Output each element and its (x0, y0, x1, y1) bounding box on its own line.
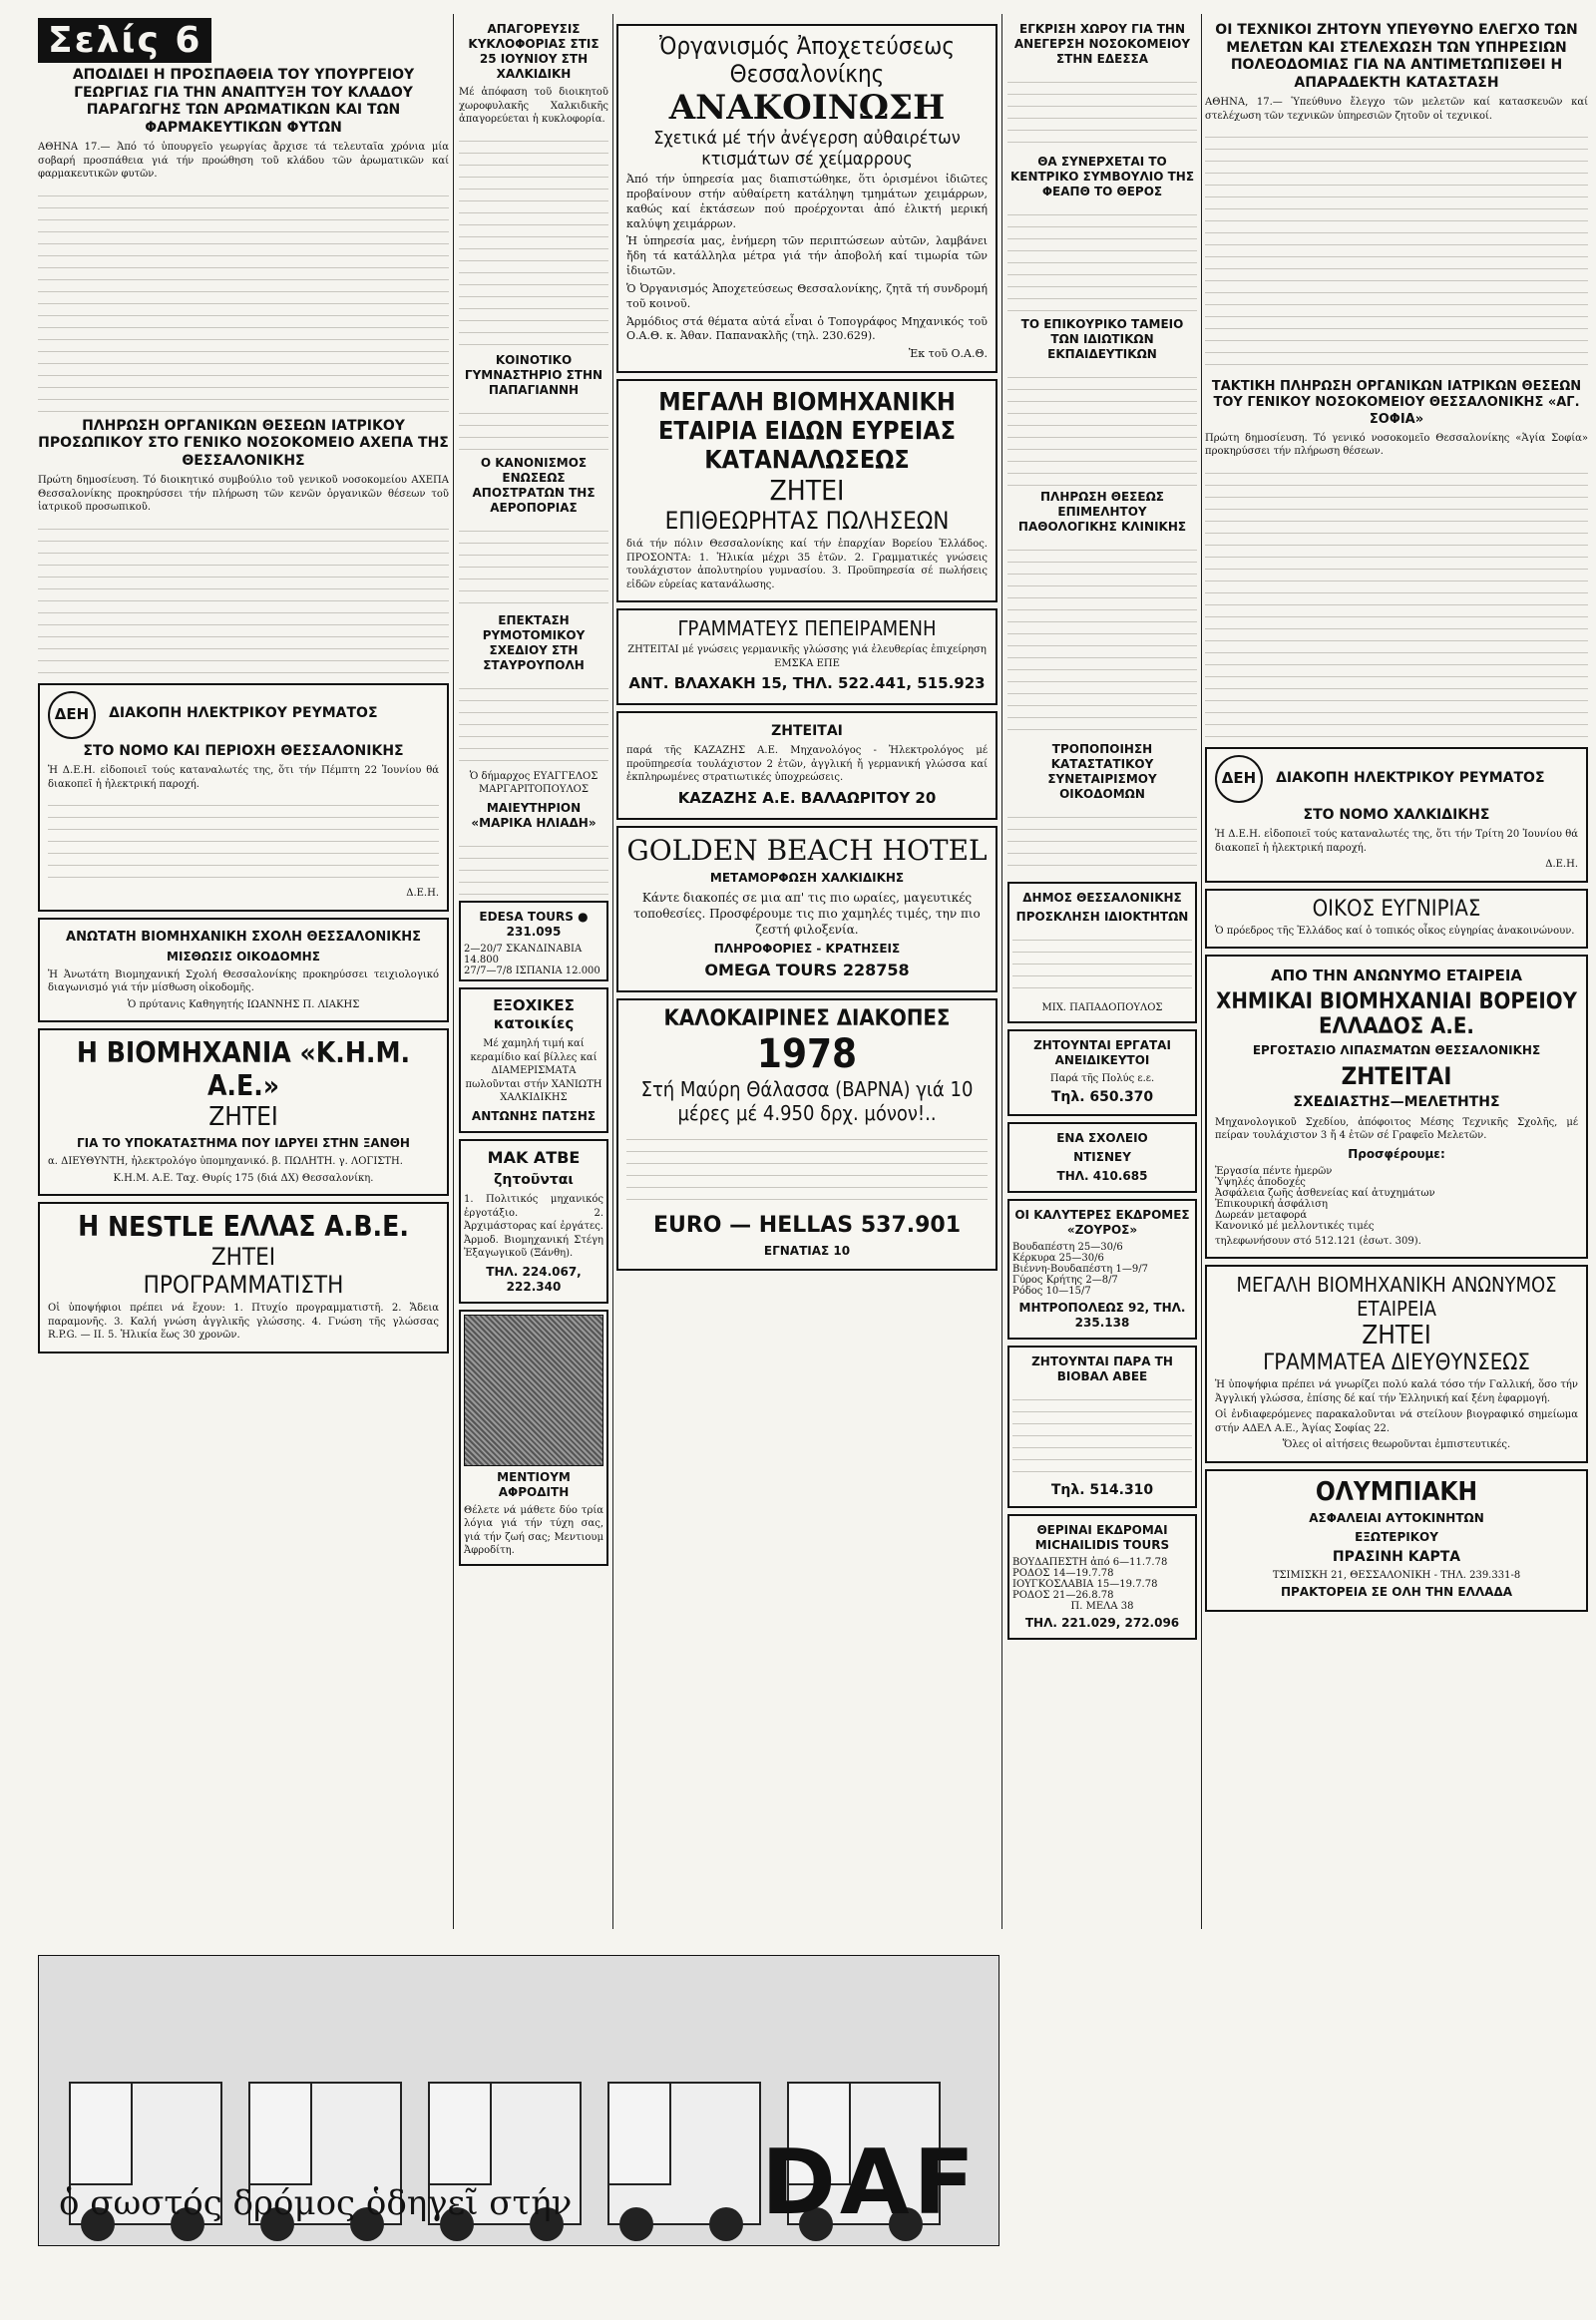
headline-air-force: Ο ΚΑΝΟΝΙΣΜΟΣ ΕΝΩΣΕΩΣ ΑΠΟΣΤΡΑΤΩΝ ΤΗΣ ΑΕΡΟΠΟΡΙΑΣ (472, 455, 596, 515)
nestle-position: ΠΡΟΓΡΑΜΜΑΤΙΣΤΗ (143, 1271, 344, 1300)
ad-deh-chalkidiki (1205, 747, 1588, 883)
oikos-text: Ὁ πρόεδρος τῆς Ἑλλάδος καί ὁ τοπικός οἶκος εὐγηρίας ἀνακοινώνουν. (1215, 925, 1575, 937)
golden-beach-title: GOLDEN BEACH HOTEL (626, 833, 988, 867)
secretary-title: ΓΡΑΜΜΑΤΕΥΣ ΠΕΠΕΙΡΑΜΕΝΗ (677, 616, 937, 641)
headline-teachers-fund: ΤΟ ΕΠΙΚΟΥΡΙΚΟ ΤΑΜΕΙΟ ΤΩΝ ΙΔΙΩΤΙΚΩΝ ΕΚΠΑΙΔΕΥΤΙΚΩΝ (1020, 317, 1184, 361)
article-agia-sofia: Πρώτη δημοσίευση. Τό γενικό νοσοκομεῖο Θεσσαλονίκης «Ἁγία Σοφία» προκηρύσσει τήν πλήρωση θέσεων. (1205, 432, 1588, 458)
chem-zitei: ΖΗΤΕΙΤΑΙ (1341, 1062, 1452, 1090)
zouros-row: Κέρκυρα 25—30/6 (1012, 1252, 1104, 1264)
ad-chemical-industries (1205, 955, 1588, 1259)
mentioum-name: ΜΕΝΤΙΟΥΜ ΑΦΡΟΔΙΤΗ (497, 1469, 571, 1499)
chem-offer-item: Ἐργασία πέντε ἡμερῶν (1215, 1165, 1333, 1177)
golden-beach-info: ΠΛΗΡΟΦΟΡΙΕΣ - ΚΡΑΤΗΣΕΙΣ (713, 942, 901, 957)
column-2 (459, 18, 608, 1572)
nestle-zitei: ΖΗΤΕΙ (210, 1243, 276, 1272)
michailidis-tel: ΤΗΛ. 221.029, 272.096 (1024, 1616, 1180, 1630)
headline-aromatic-plants: ΑΠΟΔΙΔΕΙ Η ΠΡΟΣΠΑΘΕΙΑ ΤΟΥ ΥΠΟΥΡΓΕΙΟΥ ΓΕΩΡΓΙΑΣ ΓΙΑ ΤΗΝ ΑΝΑΠΤΥΞΗ ΤΟΥ ΚΛΑΔΟΥ ΠΑΡΑΓΩΓΗΣ ΤΩΝ ΑΡΩΜΑΤΙΚΩΝ ΚΑΙ ΤΩΝ ΦΑΡΜΑΚΕΥΤΙΚΩΝ ΦΥΤΩΝ (72, 67, 415, 136)
sales-text: διά τήν πόλιν Θεσσαλονίκης καί τήν ἐπαρχίαν Βορείου Ἑλλάδος. ΠΡΟΣΟΝΤΑ: 1. Ἡλικία μέχρι 35 ἐτῶν. 2. Γραμματικές γνώσεις τουλάχιστον ἀπολυτηρίου γυμνασίου. 3. Προϋπηρεσία σέ πωλήσεις εἰδῶν εὐρείας κατανάλωσης. (626, 539, 988, 590)
big-company-note: Ὅλες οἱ αἰτήσεις θεωροῦνται ἐμπιστευτικές. (1282, 1439, 1511, 1450)
michailidis-row: ΒΟΥΔΑΠΕΣΤΗ ἀπό 6—11.7.78 (1012, 1557, 1168, 1568)
khm-subtitle: ΓΙΑ ΤΟ ΥΠΟΚΑΤΑΣΤΗΜΑ ΠΟΥ ΙΔΡΥΕΙ ΣΤΗΝ ΞΑΝΘΗ (77, 1136, 410, 1151)
ad-zouros (1007, 1199, 1197, 1340)
oath-sign: Ἐκ τοῦ Ο.Α.Θ. (908, 347, 988, 361)
zouros-title: ΟΙ ΚΑΛΥΤΕΡΕΣ ΕΚΔΡΟΜΕΣ «ΖΟΥΡΟΣ» (1014, 1207, 1190, 1237)
mentioum-portrait (464, 1315, 603, 1466)
golden-beach-subtitle: ΜΕΤΑΜΟΡΦΩΣΗ ΧΑΛΚΙΔΙΚΗΣ (709, 870, 905, 885)
ad-kazazis (616, 711, 998, 820)
olympiaki-card: ΠΡΑΣΙΝΗ ΚΑΡΤΑ (1332, 1548, 1461, 1565)
article-filler (1007, 366, 1197, 486)
chem-subtitle: ΕΡΓΟΣΤΑΣΙΟ ΛΙΠΑΣΜΑΤΩΝ ΘΕΣΣΑΛΟΝΙΚΗΣ (1252, 1043, 1541, 1057)
ad-secretary-german (616, 608, 998, 705)
omega-tours: OMEGA TOURS 228758 (704, 961, 910, 980)
nestle-title: Η NESTLE ΕΛΛΑΣ Α.Β.Ε. (78, 1210, 409, 1244)
chem-role: ΣΧΕΔΙΑΣΤΗΣ—ΜΕΛΕΤΗΤΗΣ (1293, 1094, 1500, 1110)
deh-sign: Δ.Ε.Η. (1545, 859, 1578, 871)
ad-sales-inspectors (616, 379, 998, 602)
asb-title: ΑΝΩΤΑΤΗ ΒΙΟΜΗΧΑΝΙΚΗ ΣΧΟΛΗ ΘΕΣΣΑΛΟΝΙΚΗΣ (66, 929, 421, 945)
ad-exoxikes (459, 987, 608, 1133)
article-filler (1007, 203, 1197, 313)
ad-filler (1012, 1388, 1192, 1478)
sales-company-title: ΜΕΓΑΛΗ ΒΙΟΜΗΧΑΝΙΚΗ ΕΤΑΙΡΙΑ ΕΙΔΩΝ ΕΥΡΕΙΑΣ ΚΑΤΑΝΑΛΩΣΕΩΣ (657, 387, 957, 475)
chem-offer-item: Κανονικό μέ μελλοντικές τιμές (1215, 1220, 1375, 1232)
khm-text: α. ΔΙΕΥΘΥΝΤΗ, ἠλεκτρολόγο ὑπομηχανικό. β. ΠΩΛΗΤΗ. γ. ΛΟΓΙΣΤΗ. (48, 1156, 403, 1168)
oath-p4: Ἁρμόδιος στά θέματα αὐτά εἶναι ὁ Τοπογράφος Μηχανικός τοῦ Ο.Α.Θ. κ. Ἀθαν. Παπανακλῆς (τηλ. 230.629). (626, 314, 988, 343)
deh-title: ΔΙΑΚΟΠΗ ΗΛΕΚΤΡΙΚΟΥ ΡΕΥΜΑΤΟΣ (1276, 769, 1545, 786)
headline-achepa: ΠΛΗΡΩΣΗ ΟΡΓΑΝΙΚΩΝ ΘΕΣΕΩΝ ΙΑΤΡΙΚΟΥ ΠΡΟΣΩΠΙΚΟΥ ΣΤΟ ΓΕΝΙΚΟ ΝΟΣΟΚΟΜΕΙΟ ΑΧΕΠΑ ΤΗΣ ΘΕΣΣΑΛΟΝΙΚΗΣ (38, 417, 449, 469)
deh-subtitle: ΣΤΟ ΝΟΜΟ ΧΑΛΚΙΔΙΚΗΣ (1303, 806, 1490, 823)
chem-text: Μηχανολογικοῦ Σχεδίου, ἀπόφοιτος Μέσης Τεχνικῆς Σχολῆς, μέ πείραν τουλάχιστον 3 ἤ 4 ἐτῶν σέ Γραφεῖο Μελετῶν. (1215, 1116, 1578, 1141)
article-filler (1007, 71, 1197, 151)
article-filler (1007, 806, 1197, 876)
article-technicians: ΑΘΗΝΑ, 17.— Ὑπεύθυνο ἔλεγχο τῶν μελετῶν καί κατασκευῶν καί στελέχωση τῶν τεχνικῶν ὑπηρεσιῶν ζητοῦν οἱ τεχνικοί. (1205, 97, 1588, 122)
headline-pathology: ΠΛΗΡΩΣΗ ΘΕΣΕΩΣ ΕΠΙΜΕΛΗΤΟΥ ΠΑΘΟΛΟΓΙΚΗΣ ΚΛΙΝΙΚΗΣ (1017, 490, 1187, 534)
oath-p3: Ὁ Ὀργανισμός Ἀποχετεύσεως Θεσσαλονίκης, ζητᾶ τή συνδρομή τοῦ κοινοῦ. (626, 281, 988, 310)
ad-school (1007, 1122, 1197, 1193)
column-1 (38, 18, 449, 1359)
big-company-zitei: ΖΗΤΕΙ (1362, 1321, 1431, 1351)
chem-offer-item: Ὑψηλές ἀποδοχές (1215, 1176, 1306, 1188)
michailidis-row: ΙΟΥΓΚΟΣΛΑΒΙΑ 15—19.7.78 (1012, 1579, 1158, 1590)
deh-logo-icon: ΔΕΗ (48, 691, 96, 739)
ad-oath-announcement (616, 24, 998, 373)
column-rule (612, 14, 613, 1929)
article-traffic-ban: Μέ ἀπόφαση τοῦ διοικητοῦ χωροφυλακῆς Χαλκιδικῆς ἀπαγορεύεται ἡ κυκλοφορία. (459, 87, 608, 125)
school-tel: ΤΗΛ. 410.685 (1056, 1168, 1148, 1183)
headline-cooperative: ΤΡΟΠΟΠΟΙΗΣΗ ΚΑΤΑΣΤΑΤΙΚΟΥ ΣΥΝΕΤΑΙΡΙΣΜΟΥ ΟΙΚΟΔΟΜΩΝ (1047, 742, 1157, 801)
michailidis-address: Π. ΜΕΛΑ 38 (1070, 1601, 1134, 1612)
big-company-address: Οἱ ἐνδιαφερόμενες παρακαλοῦνται νά στείλουν βιογραφικό σημείωμα στήν ΑΔΕΛ Α.Ε., Ἁγίας Σοφίας 22. (1215, 1409, 1578, 1434)
mak-title: ΜΑΚ ΑΤΒΕ (487, 1147, 581, 1167)
asb-subtitle: ΜΙΣΘΩΣΙΣ ΟΙΚΟΔΟΜΗΣ (167, 949, 320, 964)
article-filler (1205, 462, 1588, 741)
daf-brand: DAF (761, 2130, 979, 2235)
headline-gym: ΚΟΙΝΟΤΙΚΟ ΓΥΜΝΑΣΤΗΡΙΟ ΣΤΗΝ ΠΑΠΑΓΙΑΝΝΗ (464, 352, 603, 397)
school-name: ΝΤΙΣΝΕΥ (1073, 1149, 1131, 1164)
dimos-title: ΔΗΜΟΣ ΘΕΣΣΑΛΟΝΙΚΗΣ (1022, 891, 1182, 905)
article-filler (38, 185, 449, 414)
zouros-row: Βιέννη-Βουδαπέστη 1—9/7 (1012, 1263, 1148, 1275)
olympiaki-ext: ΕΞΩΤΕΡΙΚΟΥ (1355, 1529, 1438, 1544)
ad-asb (38, 918, 449, 1023)
kazazis-text: παρά τῆς ΚΑΖΑΖΗΣ Α.Ε. Μηχανολόγος - Ἠλεκτρολόγος μέ προϋπηρεσία τουλάχιστον 2 ἐτῶν, ἀγγλική ἤ γερμανική γλώσσα καί ἐκπληρωμένες στρατιωτικές ὑποχρεώσεις. (626, 745, 988, 784)
column-3 (616, 18, 998, 1277)
euro-hellas-address: ΕΓΝΑΤΙΑΣ 10 (763, 1243, 851, 1258)
michailidis-title: ΘΕΡΙΝΑΙ ΕΚΔΡΟΜΑΙ MICHAILIDIS TOURS (1034, 1523, 1170, 1552)
dimos-subtitle: ΠΡΟΣΚΛΗΣΗ ΙΔΙΟΚΤΗΤΩΝ (1015, 910, 1189, 924)
column-rule (1201, 14, 1202, 1929)
article-filler (459, 130, 608, 349)
chem-offer-item: Ἀσφάλεια ζωῆς ἀσθενείας καί ἀτυχημάτων (1215, 1187, 1435, 1199)
article-filler (459, 520, 608, 609)
oath-announcement-title: ΑΝΑΚΟΙΝΩΣΗ (668, 88, 946, 128)
column-rule (1001, 14, 1002, 1929)
ad-biobal (1007, 1346, 1197, 1509)
kazazis-address: ΚΑΖΑΖΗΣ Α.Ε. ΒΑΛΑΩΡΙΤΟΥ 20 (677, 788, 937, 807)
olympiaki-network: ΠΡΑΚΤΟΡΕΙΑ ΣΕ ΟΛΗ ΤΗΝ ΕΛΛΑΔΑ (1280, 1585, 1513, 1599)
deh-logo-icon: ΔΕΗ (1215, 755, 1263, 803)
exoxikes-text: Μέ χαμηλή τιμή καί κεραμίδιο καί βίλλες καί ΔΙΑΜΕΡΙΣΜΑΤΑ πωλοῦνται στήν ΧΑΝΙΩΤΗ ΧΑΛΚΙΔΙΚΗΣ (465, 1038, 602, 1103)
oath-org-title: Ὀργανισμός Ἀποχετεύσεως Θεσσαλονίκης (659, 32, 955, 88)
kazazis-zitei: ΖΗΤΕΙΤΑΙ (771, 722, 843, 739)
olympiaki-title: ΟΛΥΜΠΙΑΚΗ (1315, 1476, 1478, 1507)
zouros-row: Ρόδος 10—15/7 (1012, 1285, 1091, 1297)
oath-announcement-subtitle: Σχετικά μέ τήν ἀνέγερση αὐθαιρέτων κτισμάτων σέ χείμαρρους (653, 128, 961, 170)
mentioum-text: Θέλετε νά μάθετε δύο τρία λόγια γιά τήν τύχη σας, γιά τήν ζωή σας; Μεντιουμ Ἀφροδίτη. (464, 1504, 603, 1556)
truck-illustration (607, 2082, 761, 2225)
column-rule (453, 14, 454, 1929)
deh-sign: Δ.Ε.Η. (406, 888, 439, 899)
mak-zitountai: ζητοῦνται (494, 1171, 574, 1188)
headline-technicians: ΟΙ ΤΕΧΝΙΚΟΙ ΖΗΤΟΥΝ ΥΠΕΥΘΥΝΟ ΕΛΕΓΧΟ ΤΩΝ ΜΕΛΕΤΩΝ ΚΑΙ ΣΤΕΛΕΧΩΣΗ ΤΩΝ ΥΠΗΡΕΣΙΩΝ ΠΟΛΕΟΔΟΜΙΑΣ ΓΙΑ ΝΑ ΑΝΤΙΜΕΤΩΠΙΣΘΕΙ Η ΑΠΑΡΑΔΕΚΤΗ ΚΑΤΑΣΤΑΣΗ (1215, 22, 1578, 91)
sales-position: ΕΠΙΘΕΩΡΗΤΑΣ ΠΩΛΗΣΕΩΝ (664, 507, 950, 536)
ad-summer-holidays (616, 998, 998, 1271)
summer-text: Στή Μαύρη Θάλασσα (ΒΑΡΝΑ) γιά 10 μέρες μέ 4.950 δρχ. μόνον!.. (640, 1077, 974, 1126)
michailidis-row: ΡΟΔΟΣ 14—19.7.78 (1012, 1568, 1114, 1579)
column-5 (1205, 18, 1588, 1618)
asb-text: Ἡ Ἀνωτάτη Βιομηχανική Σχολή Θεσσαλονίκης προκηρύσσει τειχιολογικό διαγωνισμό γιά τήν μίσθωση οἰκοδομῆς. (48, 968, 439, 994)
article-filler (38, 518, 449, 677)
ad-oikos (1205, 889, 1588, 950)
headline-maieftirio: ΜΑΙΕΥΤΗΡΙΟΝ «ΜΑΡΙΚΑ ΗΛΙΑΔΗ» (471, 800, 597, 830)
deh-text: Ἡ Δ.Ε.Η. εἰδοποιεῖ τούς καταναλωτές της, ὅτι τήν Τρίτη 20 Ἰουνίου θά διακοπεῖ ἡ ἠλεκτρική παροχή. (1215, 829, 1578, 854)
stavroupoli-sign: Ὁ δήμαρχος ΕΥΑΓΓΕΛΟΣ ΜΑΡΓΑΡΙΤΟΠΟΥΛΟΣ (469, 770, 598, 795)
biobal-tel: Τηλ. 514.310 (1050, 1481, 1154, 1498)
ad-secretary-director (1205, 1265, 1588, 1463)
workers-tel: Τηλ. 650.370 (1050, 1089, 1154, 1105)
chem-title: ΧΗΜΙΚΑΙ ΒΙΟΜΗΧΑΝΙΑΙ ΒΟΡΕΙΟΥ ΕΛΛΑΔΟΣ Α.Ε. (1216, 989, 1577, 1039)
daf-slogan: ὁ σωστός δρόμος ὁδηγεῖ στήν (59, 2183, 573, 2223)
chem-pre: ΑΠΟ ΤΗΝ ΑΝΩΝΥΜΟ ΕΤΑΙΡΕΙΑ (1270, 967, 1523, 985)
article-filler (459, 835, 608, 895)
ad-filler (626, 1128, 988, 1208)
ad-khm (38, 1028, 449, 1196)
exoxikes-title: ΕΞΟΧΙΚΕΣ κατοικίες (493, 995, 575, 1033)
nestle-text: Οἱ ὑποψήφιοι πρέπει νά ἔχουν: 1. Πτυχίο προγραμματιστῆ. 2. Ἄδεια παραμονῆς. 3. Καλή γνώση ἀγγλικῆς γλώσσης. 4. Γνώση τῆς γλώσσας R.P.G. — II. 5. Ἡλικία ἕως 30 χρονῶν. (48, 1303, 439, 1342)
workers-title: ΖΗΤΟΥΝΤΑΙ ΕΡΓΑΤΑΙ ΑΝΕΙΔΙΚΕΥΤΟΙ (1033, 1037, 1171, 1067)
zouros-row: Γύρος Κρήτης 2—8/7 (1012, 1274, 1118, 1286)
olympiaki-address: ΤΣΙΜΙΣΚΗ 21, ΘΕΣΣΑΛΟΝΙΚΗ - ΤΗΛ. 239.331-8 (1272, 1570, 1521, 1581)
ad-edesa (459, 901, 608, 981)
chem-offer-item: Δωρεάν μεταφορά (1215, 1209, 1308, 1221)
column-4 (1007, 18, 1197, 1646)
olympiaki-sub: ΑΣΦΑΛΕΙΑΙ ΑΥΤΟΚΙΝΗΤΩΝ (1309, 1510, 1484, 1525)
deh-subtitle: ΣΤΟ ΝΟΜΟ ΚΑΙ ΠΕΡΙΟΧΗ ΘΕΣΣΑΛΟΝΙΚΗΣ (83, 742, 404, 759)
ad-michailidis (1007, 1514, 1197, 1640)
deh-text: Ἡ Δ.Ε.Η. εἰδοποιεῖ τούς καταναλωτές της, ὅτι τήν Πέμπτη 22 Ἰουνίου θά διακοπεῖ ἡ ἠλεκτρική παροχή. (48, 765, 439, 790)
summer-title: ΚΑΛΟΚΑΙΡΙΝΕΣ ΔΙΑΚΟΠΕΣ 1978 (663, 1006, 951, 1078)
ad-nestle (38, 1202, 449, 1353)
big-company-title: ΜΕΓΑΛΗ ΒΙΟΜΗΧΑΝΙΚΗ ΑΝΩΝΥΜΟΣ ΕΤΑΙΡΕΙΑ (1236, 1273, 1557, 1321)
article-achepa: Πρώτη δημοσίευση. Τό διοικητικό συμβούλιο τοῦ γενικοῦ νοσοκομείου ΑΧΕΠΑ Θεσσαλονίκης προκηρύσσει τήν πλήρωση τῶν κενῶν ὀργανικῶν θέσεων τοῦ ἰατρικοῦ προσωπικοῦ. (38, 475, 449, 513)
ad-dimos (1007, 882, 1197, 1023)
zouros-address: ΜΗΤΡΟΠΟΛΕΩΣ 92, ΤΗΛ. 235.138 (1018, 1300, 1186, 1330)
sales-zitei: ΖΗΤΕΙ (769, 474, 845, 508)
michailidis-row: ΡΟΔΟΣ 21—26.8.78 (1012, 1590, 1114, 1601)
khm-title: Η ΒΙΟΜΗΧΑΝΙΑ «Κ.Η.Μ. Α.Ε.» (76, 1036, 411, 1103)
oath-p2: Ἡ ὑπηρεσία μας, ἐνήμερη τῶν περιπτώσεων αὐτῶν, λαμβάνει ἤδη τά κατάλληλα μέτρα γιά τήν ἀποβολή καί τιμωρία τῶν ἰδιωτῶν. (626, 234, 988, 278)
golden-beach-text: Κάντε διακοπές σε μια απ' τις πιο ωραίες, μαγευτικές τοποθεσίες. Προσφέρουμε τις πιο χαμηλές τιμές, την πιο ζεστή φιλοξενία. (633, 890, 981, 937)
secretary-text: ΖΗΤΕΙΤΑΙ μέ γνώσεις γερμανικῆς γλώσσης γιά ἐλευθερίας ἐπιχείρηση ΕΜΣΚΑ ΕΠΕ (627, 644, 987, 669)
deh-title: ΔΙΑΚΟΠΗ ΗΛΕΚΤΡΙΚΟΥ ΡΕΥΜΑΤΟΣ (109, 705, 378, 722)
workers-address: Παρά τῆς Πολύς ε.ε. (1049, 1072, 1155, 1084)
chem-offer-title: Προσφέρουμε: (1348, 1146, 1445, 1161)
oikos-title: ΟΙΚΟΣ ΕΥΓΝΙΡΙΑΣ (1312, 896, 1481, 922)
chem-tel: τηλεφωνήσουν στό 512.121 (ἐσωτ. 309). (1215, 1235, 1421, 1247)
headline-stavroupoli: ΕΠΕΚΤΑΣΗ ΡΥΜΟΤΟΜΙΚΟΥ ΣΧΕΔΙΟΥ ΣΤΗ ΣΤΑΥΡΟΥΠΟΛΗ (482, 612, 586, 672)
edesa-title: EDESA TOURS ● 231.095 (479, 909, 589, 939)
ad-olympiaki (1205, 1469, 1588, 1613)
mak-tel: ΤΗΛ. 224.067, 222.340 (486, 1264, 582, 1294)
dimos-sign: ΜΙΧ. ΠΑΠΑΔΟΠΟΥΛΟΣ (1041, 1002, 1163, 1013)
headline-agia-sofia: ΤΑΚΤΙΚΗ ΠΛΗΡΩΣΗ ΟΡΓΑΝΙΚΩΝ ΙΑΤΡΙΚΩΝ ΘΕΣΕΩΝ ΤΟΥ ΓΕΝΙΚΟΥ ΝΟΣΟΚΟΜΕΙΟΥ ΘΕΣΣΑΛΟΝΙΚΗΣ «ΑΓ. ΣΟΦΙΑ» (1211, 379, 1582, 427)
exoxikes-name: ΑΝΤΩΝΗΣ ΠΑΤΣΗΣ (471, 1108, 597, 1123)
edesa-line: 2—20/7 ΣΚΑΝΔΙΝΑΒΙΑ 14.800 (464, 943, 583, 966)
article-aromatic-plants: ΑΘΗΝΑ 17.— Ἀπό τό ὑπουργεῖο γεωργίας ἄρχισε τά τελευταῖα χρόνια μία σοβαρή προσπάθεια γιά τήν προώθηση τοῦ κλάδου τῶν ἀρωματικῶν καί φαρμακευτικῶν φυτῶν. (38, 142, 449, 180)
ad-workers (1007, 1029, 1197, 1116)
euro-hellas: EURO — HELLAS 537.901 (652, 1213, 962, 1239)
ad-mak (459, 1139, 608, 1304)
ad-mentioum (459, 1310, 608, 1566)
oath-p1: Ἀπό τήν ὑπηρεσία μας διαπιστώθηκε, ὅτι ὁρισμένοι ἰδιῶτες προβαίνουν στήν αὐθαίρετη κατάληψη τμημάτων χειμάρρων, καθώς καί ἐκτάσεων πού προέρχονται ἀπό ἐλικτή μερική καλύψη χειμάρρων. (626, 173, 988, 230)
headline-feapth: ΘΑ ΣΥΝΕΡΧΕΤΑΙ ΤΟ ΚΕΝΤΡΙΚΟ ΣΥΜΒΟΥΛΙΟ ΤΗΣ ΦΕΑΠΘ ΤΟ ΘΕΡΟΣ (1009, 155, 1195, 198)
ad-filler (48, 794, 439, 884)
ad-deh-thessaloniki (38, 683, 449, 912)
khm-zitei: ΖΗΤΕΙ (208, 1102, 278, 1133)
school-title: ΕΝΑ ΣΧΟΛΕΙΟ (1056, 1130, 1148, 1145)
big-company-position: ΓΡΑΜΜΑΤΕΑ ΔΙΕΥΘΥΝΣΕΩΣ (1263, 1351, 1530, 1375)
zouros-row: Βουδαπέστη 25—30/6 (1012, 1241, 1123, 1253)
ad-golden-beach (616, 826, 998, 993)
biobal-title: ΖΗΤΟΥΝΤΑΙ ΠΑΡΑ ΤΗ ΒΙΟΒΑΛ ΑΒΕΕ (1031, 1353, 1173, 1383)
big-company-text: Ἡ ὑποψήφια πρέπει νά γνωρίζει πολύ καλά τόσο τήν Γαλλική, ὅσο τήν Ἀγγλική γλώσσα, ἐπίσης δέ καί τήν Ἑλληνική καί ξένη ἐφαρμογή. (1215, 1379, 1578, 1404)
article-filler (1205, 126, 1588, 375)
article-filler (1007, 539, 1197, 738)
ad-daf (38, 1955, 999, 2246)
asb-sign: Ὁ πρύτανις Καθηγητής ΙΩΑΝΝΗΣ Π. ΛΙΑΚΗΣ (127, 998, 360, 1010)
chem-offer-item: Ἐπικουρική ἀσφάλιση (1215, 1198, 1329, 1210)
khm-address: Κ.Η.Μ. Α.Ε. Ταχ. Θυρίς 175 (διά ΔΧ) Θεσσαλονίκη. (113, 1172, 374, 1184)
page-number-logo: Σελίς 6 (38, 18, 211, 63)
headline-edessa-hospital: ΕΓΚΡΙΣΗ ΧΩΡΟΥ ΓΙΑ ΤΗΝ ΑΝΕΓΕΡΣΗ ΝΟΣΟΚΟΜΕΙΟΥ ΣΤΗΝ ΕΔΕΣΣΑ (1013, 22, 1191, 66)
headline-traffic-ban: ΑΠΑΓΟΡΕΥΣΙΣ ΚΥΚΛΟΦΟΡΙΑΣ ΣΤΙΣ 25 ΙΟΥΝΙΟΥ ΣΤΗ ΧΑΛΚΙΔΙΚΗ (468, 22, 599, 81)
article-filler (459, 402, 608, 452)
edesa-line: 27/7—7/8 ΙΣΠΑΝΙΑ 12.000 (464, 965, 600, 976)
article-filler (459, 677, 608, 767)
mak-text: 1. Πολιτικός μηχανικός ἐργοτάξιο. 2. Ἀρχιμάστορας καί ἐργάτες. Ἀρμοδ. Βιομηχανική Στέγη Ἐξαγωγικοῦ (Ξάνθη). (464, 1194, 603, 1259)
secretary-address: ΑΝΤ. ΒΛΑΧΑΚΗ 15, ΤΗΛ. 522.441, 515.923 (628, 674, 986, 693)
ad-filler (1012, 929, 1192, 998)
